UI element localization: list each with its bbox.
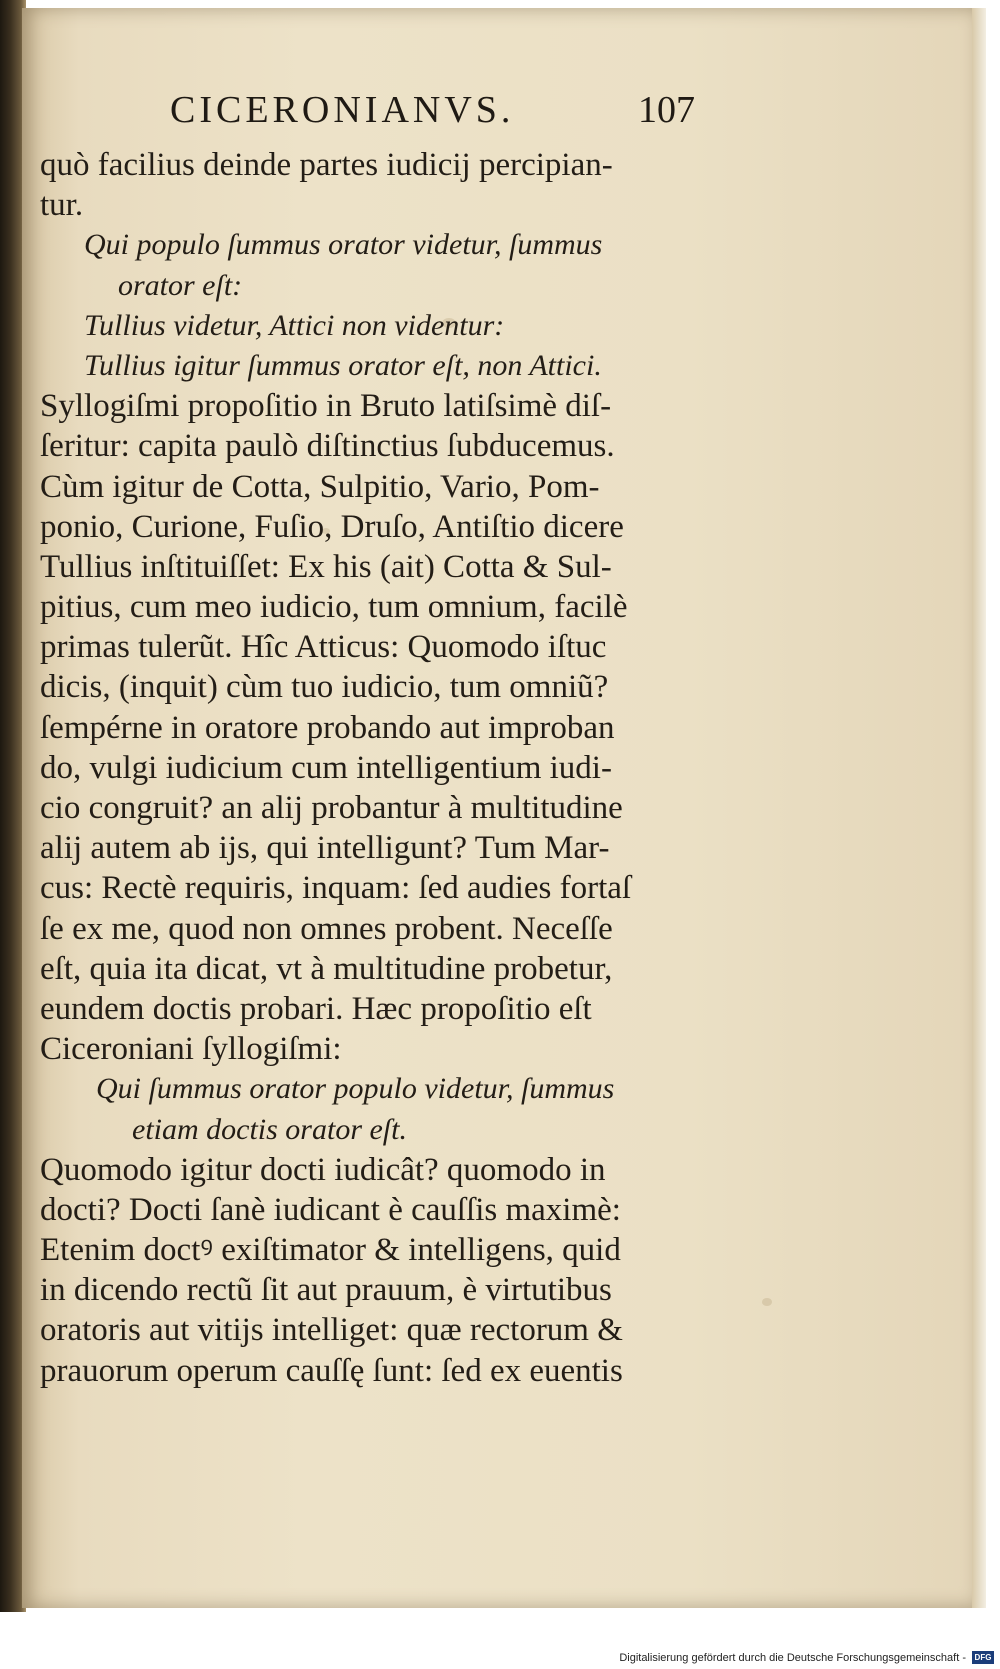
text-line: docti? Docti ſanè iudicant è cauſſis maximè: (40, 1191, 621, 1228)
text-line: cus: Rectè requiris, inquam: ſed audies fortaſ (40, 870, 632, 907)
text-line: tur. (40, 187, 84, 224)
text-line: do, vulgi iudicium cum intelligentium iudi- (40, 749, 612, 786)
text-line: oratoris aut vitijs intelliget: quæ rectorum & (40, 1312, 623, 1349)
syllogism-line: Tullius igitur ſummus orator eſt, non Attici. (84, 348, 602, 382)
text-line: in dicendo rectũ ſit aut prauum, è virtutibus (40, 1272, 612, 1309)
text-line: prauorum operum cauſſę ſunt: ſed ex euentis (40, 1352, 623, 1389)
text-line: Cùm igitur de Cotta, Sulpitio, Vario, Pom- (40, 468, 600, 505)
syllogism-line: Qui populo ſummus orator videtur, ſummus (84, 228, 603, 262)
syllogism-line: orator eſt: (118, 268, 243, 302)
syllogism-line: etiam doctis orator eſt. (132, 1112, 407, 1146)
text-line: alij autem ab ijs, qui intelligunt? Tum Mar- (40, 830, 610, 867)
text-line: eundem doctis probari. Hæc propoſitio eſt (40, 990, 592, 1027)
text-line: primas tulerũt. Hîc Atticus: Quomodo iſtuc (40, 629, 607, 666)
page-header (170, 88, 710, 144)
text-line: Quomodo igitur docti iudicât? quomodo in (40, 1151, 606, 1188)
funding-credit: Digitalisierung gefördert durch die Deutsche Forschungsgemeinschaft - (619, 1652, 966, 1664)
text-line: ponio, Curione, Fuſio, Druſo, Antiſtio dicere (40, 508, 624, 545)
paper-spot (762, 1298, 772, 1306)
page-number: 107 (638, 89, 695, 131)
text-line: Syllogiſmi propoſitio in Bruto latiſsimè diſ- (40, 388, 612, 425)
syllogism-line: Qui ſummus orator populo videtur, ſummus (96, 1072, 615, 1106)
text-line: Tullius inſtituiſſet: Ex his (ait) Cotta & Sul- (40, 548, 612, 585)
syllogism-line: Tullius videtur, Attici non videntur: (84, 308, 505, 342)
text-line: quò facilius deinde partes iudicij percipian- (40, 147, 613, 183)
text-line: Ciceroniani ſyllogiſmi: (40, 1031, 342, 1068)
text-line: pitius, cum meo iudicio, tum omnium, facilè (40, 589, 628, 626)
text-line: Etenim doctꝰ exiſtimator & intelligens, quid (40, 1232, 621, 1269)
dfg-logo: DFG (972, 1651, 994, 1664)
text-line: ſempérne in oratore probando aut improban (40, 709, 615, 746)
text-line: dicis, (inquit) cùm tuo iudicio, tum omniũ? (40, 669, 609, 706)
running-head: CICERONIANVS. (170, 89, 515, 131)
text-line: cio congruit? an alij probantur à multitudine (40, 790, 623, 826)
text-line: ſeritur: capita paulò diſtinctius ſubducemus. (40, 428, 615, 465)
page-edge (972, 8, 986, 1608)
text-line: eſt, quia ita dicat, vt à multitudine probetur, (40, 950, 613, 987)
body-text (40, 145, 740, 1391)
text-line: ſe ex me, quod non omnes probent. Neceſſe (40, 910, 613, 947)
